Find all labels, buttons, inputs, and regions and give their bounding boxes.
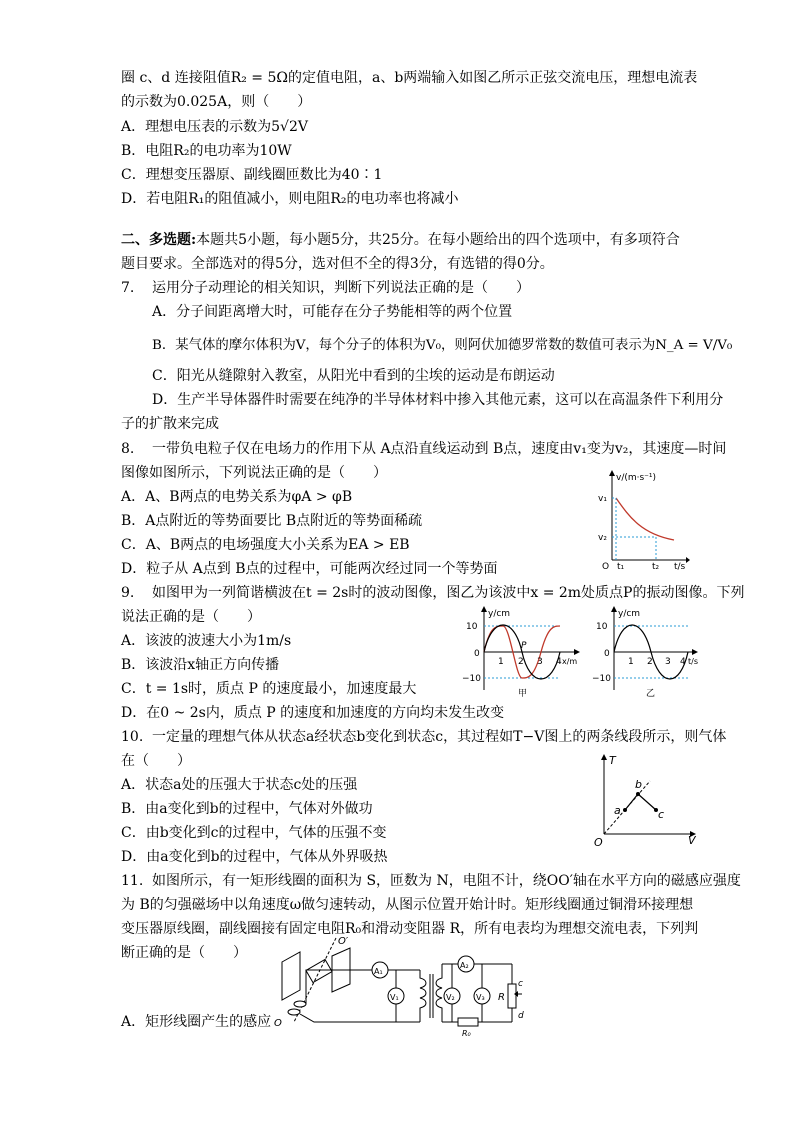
section2-title: 二、多选题:	[121, 232, 197, 248]
q8-xlabel: t/s	[674, 562, 686, 572]
q8-option-a: A．A、B两点的电势关系为φA > φB	[121, 489, 353, 505]
q8-t1: t₁	[617, 562, 625, 572]
q10-segment-ab	[625, 794, 638, 810]
q9-option-c: C．t = 1s时，质点 P 的速度最小，加速度最大	[121, 681, 417, 697]
q8-option-b: B．A点附近的等势面要比 B点附近的等势面稀疏	[121, 513, 423, 529]
q11-stem-line3: 变压器原线圈，副线圈接有固定电阻R₀和滑动变阻器 R，所有电表均为理想交流电表，下列判	[121, 921, 699, 937]
q10-t-axis: T	[609, 754, 616, 767]
q7-option-b: B．某气体的摩尔体积为V，每个分子的体积为V₀，则阿伏加德罗常数的数值可表示为N_A = V/V₀	[152, 338, 733, 353]
q7-option-d-line2: 子的扩散来完成	[121, 416, 219, 432]
q11-v1-label: V₁	[390, 993, 399, 1002]
q9b-caption: 乙	[646, 689, 656, 699]
q9b-xtick-1: 1	[628, 657, 634, 667]
q11-slip-ring-1	[294, 1001, 306, 1007]
q10-option-d: D．由a变化到b的过程中，气体从外界吸热	[121, 849, 388, 865]
q6-stem-line1: 圈 c、d 连接阻值R₂ = 5Ω的定值电阻，a、b两端输入如图乙所示正弦交流电压，理想电流表	[121, 70, 698, 86]
q10-option-c: C．由b变化到c的过程中，气体的压强不变	[121, 825, 387, 841]
q11-d-label: d	[518, 1011, 524, 1021]
q11-axis-o: O	[274, 1018, 282, 1029]
q7-stem: 运用分子动理论的相关知识，判断下列说法正确的是（ ）	[152, 280, 530, 296]
q7-option-c: C．阳光从缝隙射入教室，从阳光中看到的尘埃的运动是布朗运动	[152, 368, 555, 384]
q9b-xtick-3: 3	[665, 657, 671, 667]
q11-a1-label: A₁	[374, 967, 383, 976]
q9a-xtick-2: 2	[518, 657, 524, 667]
q9-option-a: A．该波的波速大小为1m/s	[121, 633, 292, 649]
q9b-ytick-10: 10	[596, 622, 608, 632]
q10-point-a: a	[614, 804, 621, 817]
q11-stem-line2: 为 B的匀强磁场中以角速度ω做匀速转动，从图示位置开始计时。矩形线圈通过铜滑环接理想	[121, 897, 694, 913]
q11-slip-ring-2	[288, 1009, 300, 1015]
section2-desc: 本题共5小题，每小题5分，共25分。在每小题给出的四个选项中，有多项符合	[196, 232, 680, 248]
q11-r-label: R	[498, 992, 505, 1003]
q9a-point-p: P	[521, 641, 527, 651]
q10-tv-graph	[590, 752, 700, 848]
q10-segment-bc	[638, 794, 656, 810]
q10-origin: O	[594, 836, 603, 849]
q11-option-a: A．矩形线圈产生的感应	[121, 1014, 272, 1030]
q8-velocity-curve	[616, 498, 674, 540]
q6-stem-line2: 的示数为0.025A，则（ ）	[121, 94, 312, 110]
q8-option-c: C．A、B两点的电场强度大小关系为EA > EB	[121, 537, 410, 553]
q11-number: 11.	[121, 873, 144, 889]
q9a-xtick-3: 3	[537, 657, 543, 667]
q7-option-a: A．分子间距离增大时，可能存在分子势能相等的两个位置	[152, 304, 513, 320]
q8-v1: v₁	[598, 494, 607, 504]
q9-stem-line1: 如图甲为一列简谐横波在t = 2s时的波动图像，图乙为该波中x = 2m处质点P的振动图像。下列	[152, 585, 745, 601]
q8-stem-line2: 图像如图所示，下列说法正确的是（ ）	[121, 465, 387, 481]
q11-axis-o2: O′	[338, 936, 349, 947]
q9-stem-line2: 说法正确的是（ ）	[121, 609, 261, 625]
q9-vibration-graph	[592, 606, 702, 698]
q9a-ylabel: y/cm	[488, 609, 511, 619]
q10-option-a: A．状态a处的压强大于状态c处的压强	[121, 777, 358, 793]
q10-stem-line2: 在（ ）	[121, 753, 191, 769]
q11-generator-circuit	[270, 934, 530, 1038]
q9a-xtick-4: 4	[556, 657, 562, 667]
q9a-ytick-10: 10	[466, 622, 478, 632]
q9a-xtick-1: 1	[498, 657, 504, 667]
q7-number: 7.	[121, 280, 135, 296]
q10-point-c: c	[658, 808, 665, 821]
q9b-ytick-0: 0	[604, 649, 610, 659]
q9b-ytick-neg10: −10	[592, 674, 611, 684]
q11-resistor-r0	[458, 1018, 478, 1026]
q8-stem-line1: 一带负电粒子仅在电场力的作用下从 A点沿直线运动到 B点，速度由v₁变为v₂，其速度—时间	[152, 441, 727, 457]
q10-v-axis: V	[688, 834, 696, 847]
q9-option-b: B．该波沿x轴正方向传播	[121, 657, 280, 673]
q8-v2: v₂	[598, 533, 607, 543]
q11-v3-label: V₃	[476, 993, 485, 1002]
q9b-xtick-2: 2	[647, 657, 653, 667]
q11-v2-label: V₂	[446, 993, 455, 1002]
q9a-caption: 甲	[518, 689, 528, 699]
q11-magnet-n	[282, 952, 300, 1000]
q11-a2-label: A₂	[460, 961, 469, 970]
q6-option-a: A．理想电压表的示数为5√2V	[121, 119, 308, 135]
q9-number: 9.	[121, 585, 135, 601]
q7-option-d-line1: D．生产半导体器件时需要在纯净的半导体材料中掺入其他元素，这可以在高温条件下利用分	[152, 392, 724, 408]
q11-stem-line4: 断正确的是（ ）	[121, 945, 247, 961]
q11-stem-line1: 如图所示，有一矩形线圈的面积为 S，匝数为 N，电阻不计，绕OO′轴在水平方向的磁感应强度	[152, 873, 741, 889]
q9a-ytick-0: 0	[474, 649, 480, 659]
q8-number: 8.	[121, 441, 135, 457]
q9a-ytick-neg10: −10	[462, 674, 481, 684]
section2-line1	[121, 230, 680, 250]
q11-c-label: c	[518, 979, 523, 989]
q8-origin: O	[602, 562, 610, 572]
q8-t2: t₂	[652, 562, 660, 572]
q8-option-d: D．粒子从 A点到 B点的过程中，可能两次经过同一个等势面	[121, 561, 498, 577]
q8-ylabel: v/(m·s⁻¹)	[616, 473, 657, 483]
q10-stem-line1: 一定量的理想气体从状态a经状态b变化到状态c，其过程如T−V图上的两条线段所示，则气体	[152, 729, 727, 745]
q8-vt-graph	[590, 468, 690, 572]
q9b-xtick-4: 4	[680, 657, 686, 667]
q11-r0-label: R₀	[462, 1029, 471, 1038]
q11-secondary-coil	[436, 964, 442, 1022]
q11-primary-coil	[420, 970, 426, 1022]
q9b-xlabel: t/s	[688, 657, 698, 666]
q6-option-b: B．电阻R₂的电功率为10W	[121, 143, 292, 159]
q9-wave-graph	[462, 606, 584, 698]
q11-rheostat-r	[508, 984, 516, 1008]
q6-option-c: C．理想变压器原、副线圈匝数比为40∶1	[121, 167, 383, 183]
q9-option-d: D．在0 ~ 2s内，质点 P 的速度和加速度的方向均未发生改变	[121, 705, 505, 721]
q9b-ylabel: y/cm	[618, 609, 641, 619]
q6-option-d: D．若电阻R₁的阻值减小，则电阻R₂的电功率也将减小	[121, 191, 459, 207]
q9a-xlabel: x/m	[562, 657, 578, 666]
section2-line2: 题目要求。全部选对的得5分，选对但不全的得3分，有选错的得0分。	[121, 256, 554, 272]
q10-number: 10.	[121, 729, 144, 745]
q10-point-b: b	[635, 778, 642, 791]
q10-option-b: B．由a变化到b的过程中，气体对外做功	[121, 801, 373, 817]
